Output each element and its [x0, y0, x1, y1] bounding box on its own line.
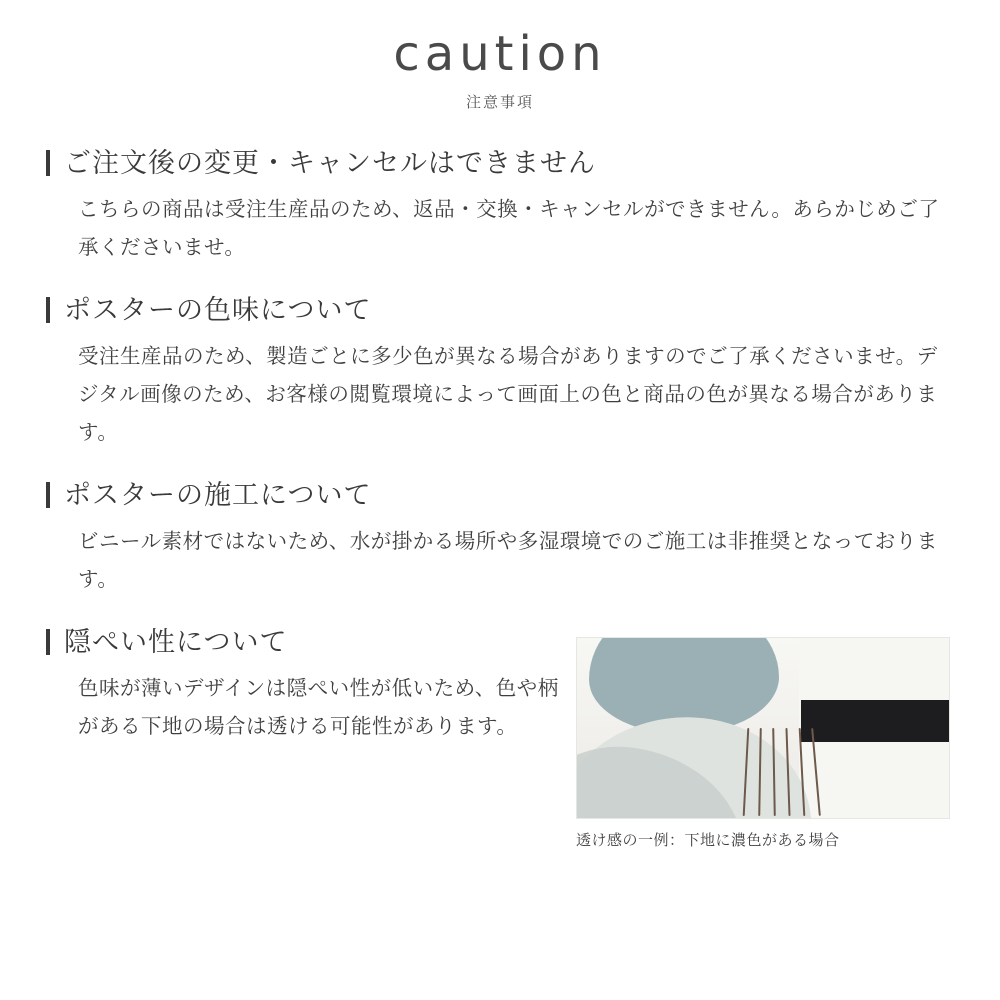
- section-body: こちらの商品は受注生産品のため、返品・交換・キャンセルができません。あらかじめご了承くださいませ。: [78, 197, 940, 259]
- concealment-figure: [576, 637, 950, 850]
- section-heading: [46, 293, 954, 328]
- page-header: [0, 0, 1000, 112]
- page-subtitle: 注意事項: [465, 93, 534, 111]
- section-order-change: [46, 146, 954, 267]
- section-body: ビニール素材ではないため、水が掛かる場所や多湿環境でのご施工は非推奨となっております。: [78, 529, 938, 591]
- section-heading-label: ご注文後の変更・キャンセルはできません: [64, 147, 596, 178]
- poster-sample-image: [576, 637, 950, 819]
- section-heading-label: ポスターの施工について: [64, 479, 372, 510]
- section-heading: [46, 478, 954, 513]
- heading-bar-icon: [46, 150, 50, 176]
- heading-bar-icon: [46, 297, 50, 323]
- heading-bar-icon: [46, 629, 50, 655]
- caution-sections: [0, 146, 1000, 850]
- page-title: caution: [393, 26, 607, 82]
- section-concealment: [46, 625, 954, 850]
- figure-caption: 透け感の一例：下地に濃色がある場合: [576, 831, 840, 849]
- figure-line-cluster: [743, 728, 829, 816]
- heading-bar-icon: [46, 482, 50, 508]
- section-body: 受注生産品のため、製造ごとに多少色が異なる場合がありますのでご了承くださいませ。デジタル画像のため、お客様の閲覧環境によって画面上の色と商品の色が異なる場合があります。: [78, 344, 938, 444]
- section-poster-installation: [46, 478, 954, 599]
- section-heading-label: ポスターの色味について: [64, 294, 372, 325]
- section-text-block: [46, 625, 566, 746]
- section-heading: [46, 625, 566, 660]
- section-body: 色味が薄いデザインは隠ぺい性が低いため、色や柄がある下地の場合は透ける可能性があります。: [78, 676, 559, 738]
- section-poster-color: [46, 293, 954, 452]
- section-heading-label: 隠ぺい性について: [64, 626, 288, 657]
- section-heading: [46, 146, 954, 181]
